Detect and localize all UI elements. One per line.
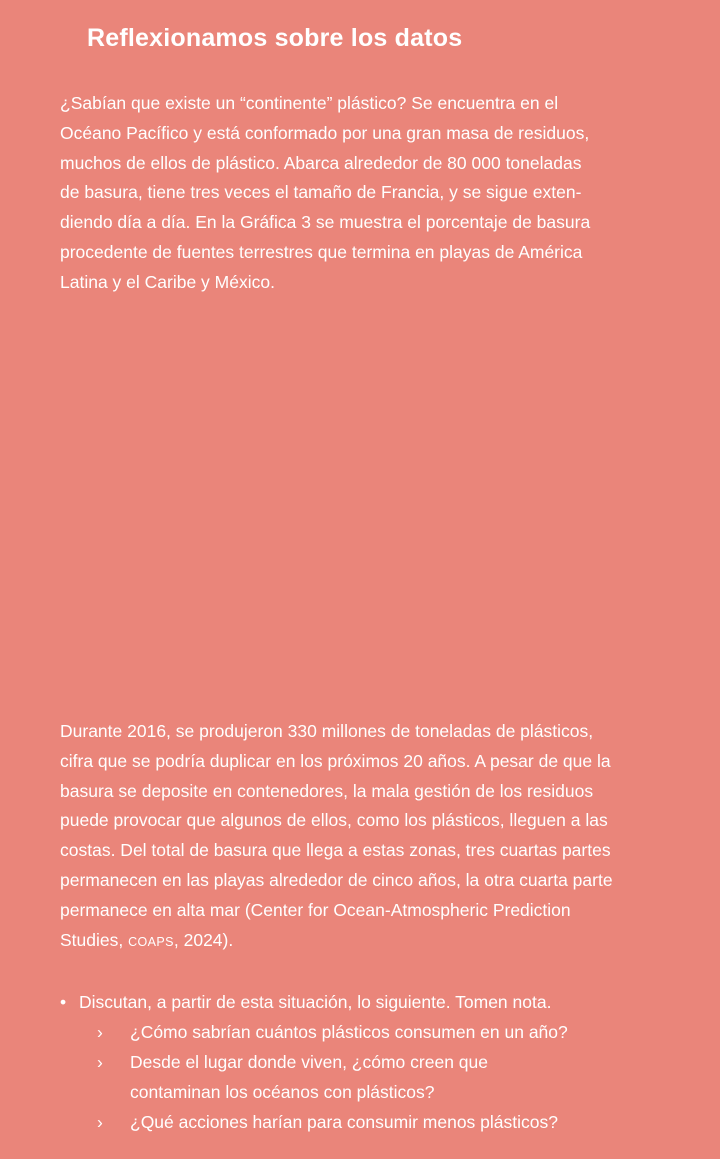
question-text: ¿Qué acciones harían para consumir menos plásticos? [130,1112,558,1132]
paragraph-line: de basura, tiene tres veces el tamaño de Francia, y se sigue exten- [60,182,582,203]
paragraph-line: cifra que se podría duplicar en los próximos 20 años. A pesar de que la [60,750,611,771]
intro-paragraph [60,89,680,298]
citation-year: , 2024). [173,929,234,950]
paragraph-citation-line [60,926,680,958]
paragraph-line: costas. Del total de basura que llega a estas zonas, tres cuartas partes [60,840,611,861]
question-text: ¿Cómo sabrían cuántos plásticos consumen en un año? [130,1022,568,1042]
bullet-text: Discutan, a partir de esta situación, lo siguiente. Tomen nota. [79,992,552,1012]
paragraph-line: permanece en alta mar (Center for Ocean-Atmospheric Prediction [60,899,571,920]
discussion-bullet [60,988,551,1018]
data-paragraph [60,717,680,957]
paragraph-line: permanecen en las playas alrededor de cinco años, la otra cuarta parte [60,869,613,890]
section-title: Reflexionamos sobre los datos [87,24,463,52]
bullet-dot-icon: • [60,992,67,1012]
question-item [97,1018,568,1048]
paragraph-line: puede provocar que algunos de ellos, como los plásticos, lleguen a las [60,810,608,831]
paragraph-line: procedente de fuentes terrestres que termina en playas de América [60,241,583,262]
paragraph-line: Durante 2016, se produjeron 330 millones de toneladas de plásticos, [60,721,594,741]
paragraph-line: Latina y el Caribe y México. [60,271,275,292]
question-item [97,1108,558,1138]
chevron-right-icon: › [97,1112,103,1132]
chevron-right-icon: › [97,1022,103,1042]
citation-text: Studies, [60,929,129,950]
citation-acronym: COAPS [128,934,174,949]
paragraph-line: ¿Sabían que existe un “continente” plástico? Se encuentra en el [60,93,559,113]
paragraph-line: Océano Pacífico y está conformado por una gran masa de residuos, [60,122,590,143]
chevron-right-icon: › [97,1052,103,1072]
paragraph-line: basura se deposite en contenedores, la mala gestión de los residuos [60,780,594,801]
question-item [97,1048,488,1108]
paragraph-line: muchos de ellos de plástico. Abarca alrededor de 80 000 toneladas [60,152,582,173]
paragraph-line: diendo día a día. En la Gráfica 3 se muestra el porcentaje de basura [60,212,591,233]
question-text-continuation: contaminan los océanos con plásticos? [130,1081,435,1102]
question-text: Desde el lugar donde viven, ¿cómo creen que [130,1052,488,1072]
